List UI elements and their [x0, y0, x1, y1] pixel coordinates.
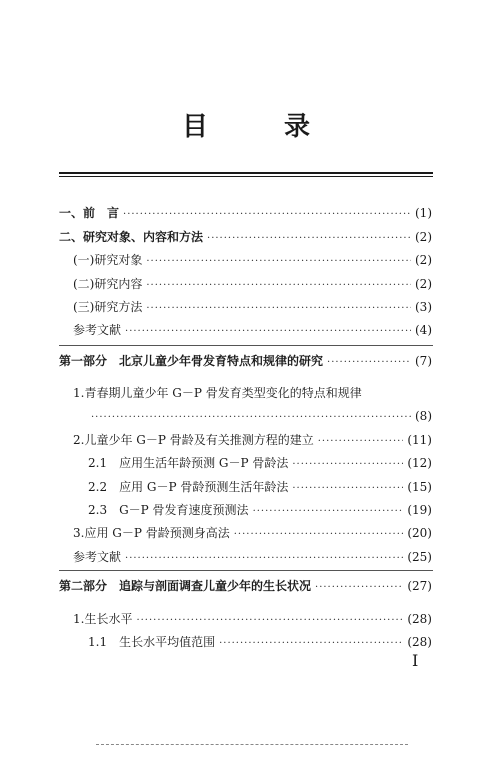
toc-entry-label: 1.1 生长水平均值范围 [88, 635, 216, 649]
header-rule-thin [59, 176, 433, 177]
toc-entry[interactable] [73, 611, 432, 629]
toc-entry-label: 1.青春期儿童少年 G－P 骨发育类型变化的特点和规律 [73, 386, 362, 400]
toc-entry-page: (25) [407, 550, 432, 564]
toc-entry[interactable] [88, 634, 432, 652]
title-char-2: 录 [284, 112, 312, 142]
toc-leader [136, 613, 403, 629]
toc-leader [125, 551, 403, 567]
toc-leader [253, 504, 404, 520]
toc-entry-page: (28) [407, 612, 432, 626]
toc-entry-label: 二、研究对象、内容和方法 [59, 230, 204, 244]
toc-entry-part[interactable] [59, 353, 432, 371]
toc-entry-page: (2) [415, 230, 432, 244]
toc-leader [315, 580, 403, 596]
page-number: I [412, 651, 419, 670]
toc-entry[interactable] [59, 229, 432, 247]
toc-entry-page: (4) [415, 323, 432, 337]
toc-entry-page: (27) [407, 579, 432, 593]
toc-entry-page: (11) [407, 433, 432, 447]
toc-entry[interactable] [59, 205, 432, 223]
toc-entry-label: 参考文献 [73, 550, 122, 564]
toc-entry-page: (15) [407, 480, 432, 494]
toc-entry-page: (12) [407, 456, 432, 470]
toc-leader [219, 636, 403, 652]
toc-entry-page: (20) [407, 526, 432, 540]
toc-leader [91, 410, 411, 426]
toc-entry-page: (28) [407, 635, 432, 649]
toc-entry[interactable] [73, 252, 432, 270]
toc-entry[interactable] [73, 322, 432, 340]
toc-leader [125, 324, 411, 340]
toc-leader [146, 278, 411, 294]
bottom-scan-line [96, 744, 408, 745]
header-rule-thick [59, 172, 433, 174]
toc-entry-label: 一、前 言 [59, 206, 120, 220]
toc-leader [146, 301, 411, 317]
toc-entry-label: 2.儿童少年 G－P 骨龄及有关推测方程的建立 [73, 433, 314, 447]
toc-entry-page: (2) [415, 253, 432, 267]
toc-entry-label: 2.3 G－P 骨发育速度预测法 [88, 503, 249, 517]
toc-entry-label: 参考文献 [73, 323, 122, 337]
toc-entry-label: 2.2 应用 G－P 骨龄预测生活年龄法 [88, 480, 289, 494]
toc-entry[interactable] [73, 432, 432, 450]
toc-leader [146, 254, 411, 270]
toc-entry-part[interactable] [59, 578, 432, 596]
toc-entry-page: (3) [415, 300, 432, 314]
section-divider [59, 345, 433, 346]
toc-entry-continuation[interactable] [87, 408, 432, 426]
toc-leader [234, 527, 404, 543]
toc-leader [292, 481, 403, 497]
toc-entry-label: 3.应用 G－P 骨龄预测身高法 [73, 526, 230, 540]
toc-entry-label: 第一部分 北京儿童少年骨发育特点和规律的研究 [59, 354, 324, 368]
toc-leader [292, 457, 403, 473]
toc-entry-label: 2.1 应用生活年龄预测 G－P 骨龄法 [88, 456, 289, 470]
section-divider [59, 570, 433, 571]
toc-leader [327, 355, 411, 371]
toc-entry[interactable] [88, 502, 432, 520]
toc-title [0, 106, 504, 142]
toc-entry[interactable] [73, 276, 432, 294]
toc-entry[interactable] [73, 525, 432, 543]
toc-entry-label: 1.生长水平 [73, 612, 133, 626]
toc-entry[interactable] [88, 479, 432, 497]
toc-entry-label: 第二部分 追踪与剖面调查儿童少年的生长状况 [59, 579, 312, 593]
toc-entry-label: (二)研究内容 [73, 277, 143, 291]
toc-entry[interactable] [88, 455, 432, 473]
toc-entry[interactable] [73, 299, 432, 317]
toc-entry-page: (19) [407, 503, 432, 517]
toc-entry-page: (7) [415, 354, 432, 368]
toc-leader [123, 207, 411, 223]
toc-entry-page: (2) [415, 277, 432, 291]
toc-entry-page: (8) [415, 409, 432, 423]
toc-leader [318, 434, 404, 450]
toc-entry-label: (三)研究方法 [73, 300, 143, 314]
title-char-1: 目 [182, 112, 210, 142]
toc-entry-label: (一)研究对象 [73, 253, 143, 267]
toc-entry[interactable] [73, 549, 432, 567]
toc-entry-page: (1) [415, 206, 432, 220]
toc-entry[interactable] [73, 385, 432, 401]
toc-leader [207, 231, 411, 247]
